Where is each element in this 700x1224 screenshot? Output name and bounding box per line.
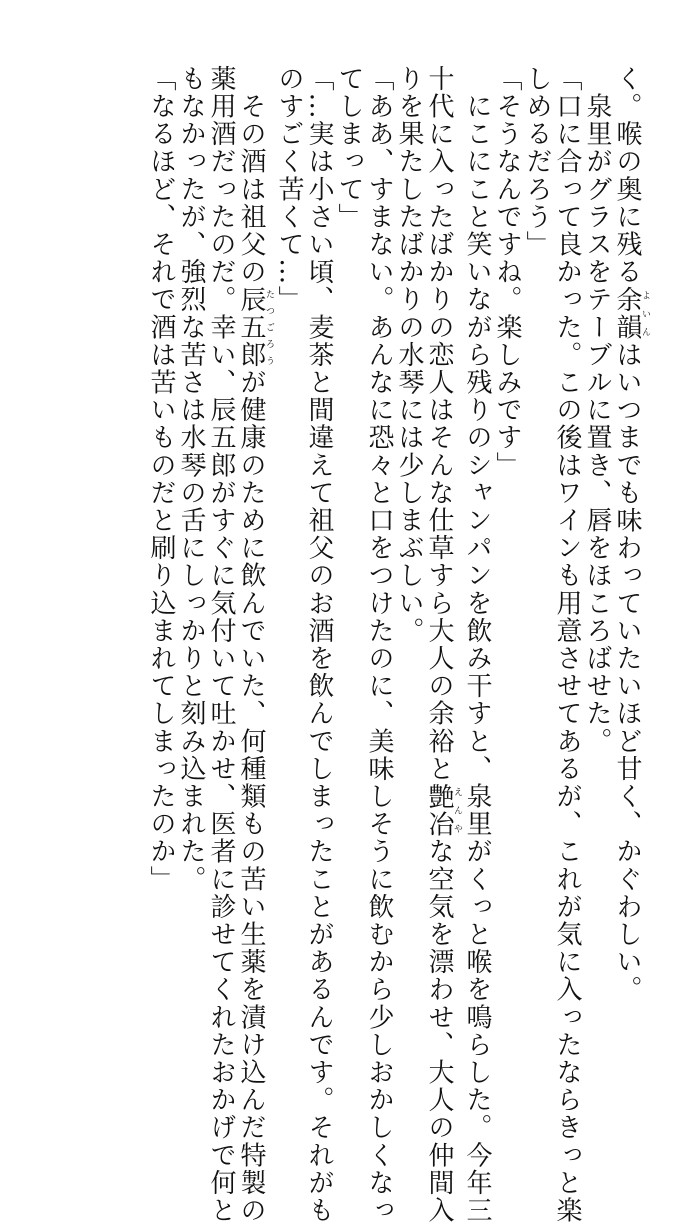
- text-line-3: 「口に合って良かった。この後はワインも用意させてあるが、これが気に入ったならきっと楽: [552, 65, 582, 1224]
- text-line-8: りを果たしたばかりの水琴には少しまぶしい。: [394, 65, 424, 645]
- text-line-16: 「なるほど、それで酒は苦いものだと刷り込まれてしまったのか」: [146, 65, 176, 893]
- furigana-yoin: よいん: [640, 285, 650, 341]
- text-line-9: 「ああ、すまない。あんなに恐々と口をつけたのに、美味しそうに飲むから少しおかしくなっ: [364, 65, 394, 1224]
- ruby-tatsugorou: 辰五郎たつごろう: [236, 285, 274, 369]
- vertical-text-body: [50, 65, 650, 1224]
- furigana-enya: えんや: [452, 782, 462, 838]
- text-line-15: もなかったが、強烈な苦さは水琴の舌にしっかりと刻み込まれた。: [176, 65, 206, 893]
- ruby-yoin: 余韻よいん: [612, 285, 650, 342]
- text-line-4: しめるだろう」: [522, 65, 552, 259]
- text-line-6: にこにこと笑いながら残りのシャンパンを飲み干すと、泉里がくっと喉を鳴らした。今年三: [462, 65, 492, 1224]
- text-line-5: 「そうなんですね。楽しみです」: [492, 65, 522, 479]
- text-line-10: てしまって」: [334, 65, 364, 231]
- text-line-12: のすごく苦くて…」: [274, 65, 304, 314]
- text-line-1: く。喉の奥に残る余韻よいんはいつまでも味わっていたいほど甘く、かぐわしい。: [612, 65, 650, 1004]
- text-line-13: その酒は祖父の辰五郎たつごろうが健康のために飲んでいた、何種類もの苦い生薬を漬け込んだ特製の: [236, 65, 274, 1224]
- ruby-enya: 艶冶えんや: [424, 782, 462, 838]
- text-line-2: 泉里がグラスをテーブルに置き、唇をほころばせた。: [582, 65, 612, 755]
- text-line-14: 薬用酒だったのだ。幸い、辰五郎がすぐに気付いて吐かせ、医者に診せてくれたおかげで何と: [206, 65, 236, 1224]
- text-line-11: 「…実は小さい頃、麦茶と間違えて祖父のお酒を飲んでしまったことがあるんです。それがも: [304, 65, 334, 1224]
- furigana-tatsugorou: たつごろう: [264, 285, 274, 369]
- text-line-7: 十代に入ったばかりの恋人はそんな仕草すら大人の余裕と艶冶えんやな空気を漂わせ、大人の仲間入: [424, 65, 462, 1224]
